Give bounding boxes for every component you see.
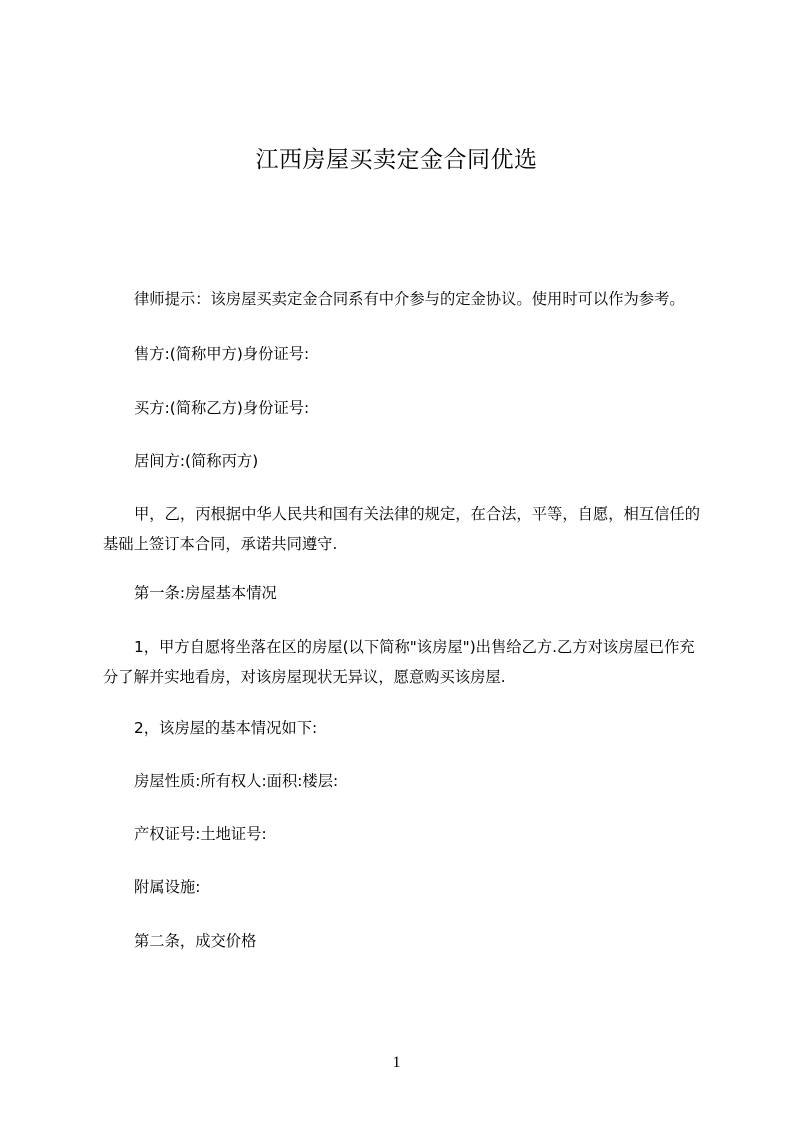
property-nature-line: 房屋性质:所有权人:面积:楼层: [134,772,339,790]
article-one-clause-1: 1，甲方自愿将坐落在区的房屋(以下简称"该房屋")出售给乙方.乙方对该房屋已作充分了解并实地看房，对该房屋现状无异议，愿意购买该房屋. [103,638,695,686]
intermediary-line: 居间方:(简称丙方) [134,452,259,470]
article-one-heading: 第一条:房屋基本情况 [134,584,277,602]
facilities-line: 附属设施: [134,878,201,896]
article-one-clause-2: 2，该房屋的基本情况如下: [134,719,318,737]
agreement-preamble-paragraph: 甲，乙，丙根据中华人民共和国有关法律的规定，在合法，平等，自愿，相互信任的基础上签订本合同，承诺共同遵守. [103,505,700,553]
page-number: 1 [392,1054,401,1071]
buyer-line: 买方:(简称乙方)身份证号: [134,399,310,417]
article-two-heading: 第二条，成交价格 [134,932,257,950]
document-title: 江西房屋买卖定金合同优选 [255,147,538,173]
seller-line: 售方:(简称甲方)身份证号: [134,345,310,363]
lawyer-tip-paragraph: 律师提示：该房屋买卖定金合同系有中介参与的定金协议。使用时可以作为参考。 [134,290,685,308]
certificate-numbers-line: 产权证号:土地证号: [134,825,267,843]
